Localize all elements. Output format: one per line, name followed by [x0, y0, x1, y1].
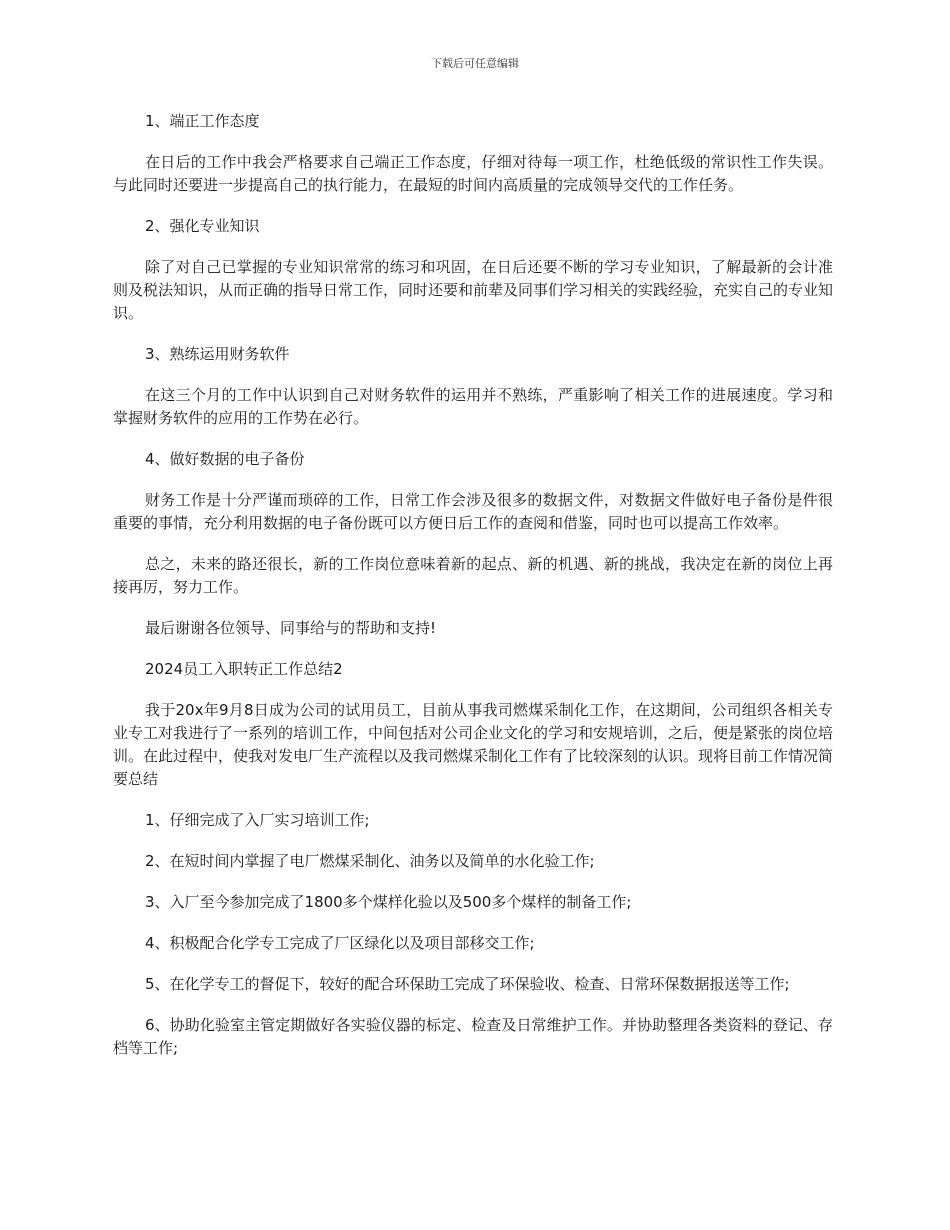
heading-2: 2、强化专业知识 [145, 217, 260, 235]
heading-4: 4、做好数据的电子备份 [145, 450, 305, 468]
list-item-4: 4、积极配合化学专工完成了厂区绿化以及项目部移交工作; [145, 934, 535, 952]
list-item-3: 3、入厂至今参加完成了1800多个煤样化验以及500多个煤样的制备工作; [145, 893, 632, 911]
paragraph-conclusion: 总之，未来的路还很长，新的工作岗位意味着新的起点、新的机遇、新的挑战，我决定在新的岗位上再接再厉，努力工作。 [113, 555, 833, 596]
section-title: 2024员工入职转正工作总结2 [145, 660, 343, 678]
paragraph-1: 在日后的工作中我会严格要求自己端正工作态度，仔细对待每一项工作，杜绝低级的常识性工作失误。与此同时还要进一步提高自己的执行能力，在最短的时间内高质量的完成领导交代的工作任务。 [113, 153, 833, 194]
list-item-5: 5、在化学专工的督促下，较好的配合环保助工完成了环保验收、检查、日常环保数据报送等工作; [145, 975, 790, 993]
page-header: 下载后可任意编辑 [431, 57, 519, 70]
paragraph-intro: 我于20x年9月8日成为公司的试用员工，目前从事我司燃煤采制化工作，在这期间，公司组织各相关专业专工对我进行了一系列的培训工作，中间包括对公司企业文化的学习和安规培训，之后，便是紧张的岗位培训。在此过程中，使我对发电厂生产流程以及我司燃煤采制化工作有了比较深刻的认识。现将目前工作情况简要总结 [113, 701, 834, 788]
heading-1: 1、端正工作态度 [145, 112, 260, 130]
list-item-6: 6、协助化验室主管定期做好各实验仪器的标定、检查及日常维护工作。并协助整理各类资料的登记、存档等工作; [113, 1016, 833, 1057]
list-item-2: 2、在短时间内掌握了电厂燃煤采制化、油务以及简单的水化验工作; [145, 852, 595, 870]
document-body [113, 110, 833, 1078]
paragraph-3: 在这三个月的工作中认识到自己对财务软件的运用并不熟练，严重影响了相关工作的进展速度。学习和掌握财务软件的应用的工作势在必行。 [113, 386, 833, 427]
heading-3: 3、熟练运用财务软件 [145, 345, 290, 363]
paragraph-2: 除了对自己已掌握的专业知识常常的练习和巩固，在日后还要不断的学习专业知识，了解最新的会计准则及税法知识，从而正确的指导日常工作，同时还要和前辈及同事们学习相关的实践经验，充实自己的专业知识。 [113, 258, 834, 322]
paragraph-4: 财务工作是十分严谨而琐碎的工作，日常工作会涉及很多的数据文件，对数据文件做好电子备份是件很重要的事情，充分利用数据的电子备份既可以方便日后工作的查阅和借鉴，同时也可以提高工作效率。 [113, 491, 833, 532]
list-item-1: 1、仔细完成了入厂实习培训工作; [145, 811, 370, 829]
paragraph-thanks: 最后谢谢各位领导、同事给与的帮助和支持! [145, 619, 437, 637]
